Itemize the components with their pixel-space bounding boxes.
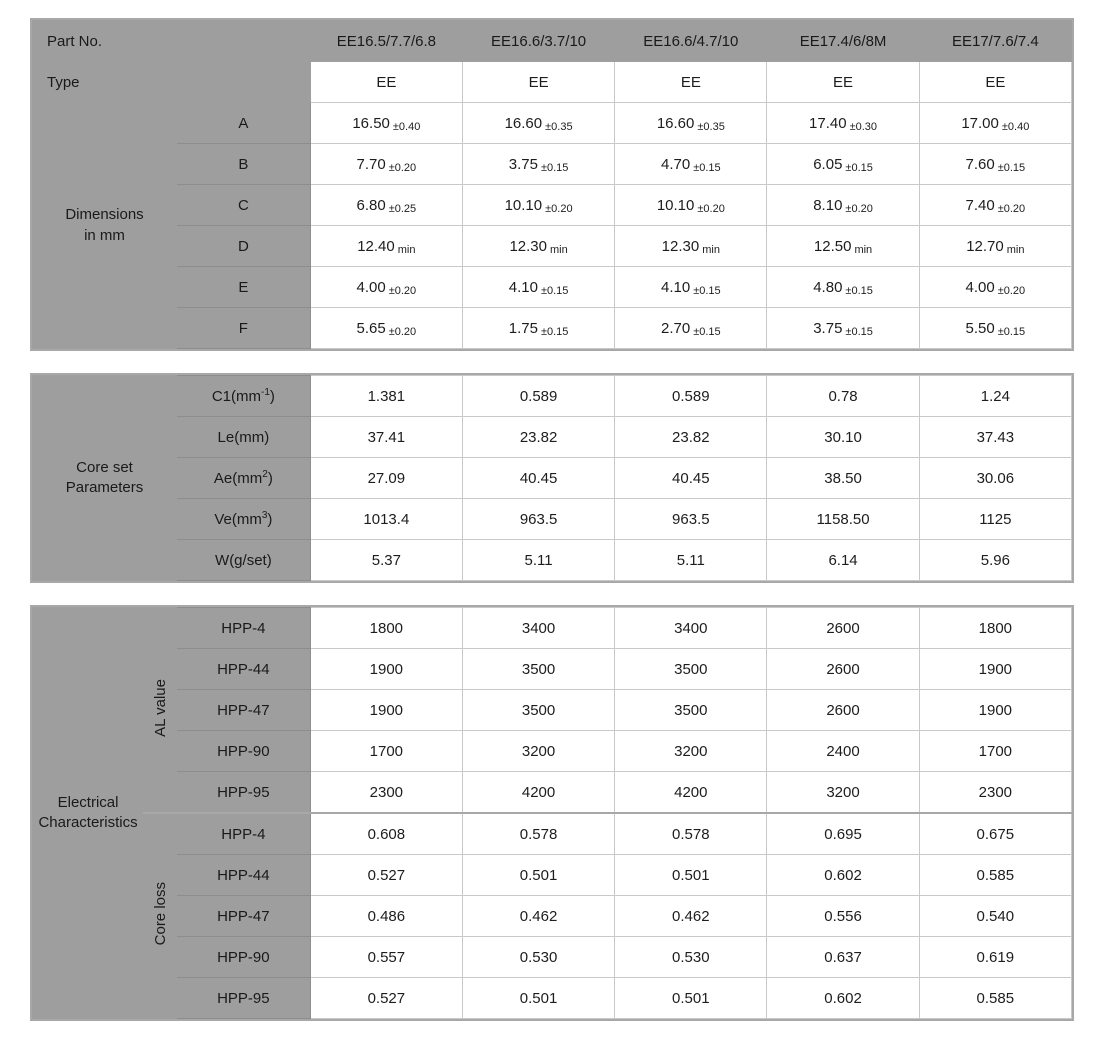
coreloss-hpp-95-4: 0.585 [919,978,1071,1019]
column-header-part-1: EE16.6/3.7/10 [462,21,614,62]
al-row-label-hpp-47: HPP-47 [177,690,311,731]
coreloss-hpp-44-2: 0.501 [615,855,767,896]
dimension-d-3: 12.50 min [767,226,919,267]
core-set-w-3: 6.14 [767,540,919,581]
type-value-3: EE [767,62,919,103]
table-row-part-no [33,21,1072,62]
dimensions-block [30,18,1074,351]
part-no-header: Part No. [33,21,311,62]
core-set-parameters-table [32,375,1072,581]
coreloss-row-label-hpp-90: HPP-90 [177,937,311,978]
coreloss-hpp-95-0: 0.527 [310,978,462,1019]
dimension-d-4: 12.70 min [919,226,1071,267]
core-set-ae-2: 40.45 [615,458,767,499]
coreloss-hpp-4-4: 0.675 [919,813,1071,855]
type-label: Type [33,62,311,103]
dimension-c-4: 7.40 ±0.20 [919,185,1071,226]
core-set-w-1: 5.11 [462,540,614,581]
dimension-f-4: 5.50 ±0.15 [919,308,1071,349]
core-set-c1-4: 1.24 [919,376,1071,417]
al-hpp-47-4: 1900 [919,690,1071,731]
core-set-ve-0: 1013.4 [310,499,462,540]
dimension-e-4: 4.00 ±0.20 [919,267,1071,308]
table-row [33,608,1072,649]
coreloss-hpp-47-1: 0.462 [462,896,614,937]
column-header-part-4: EE17/7.6/7.4 [919,21,1071,62]
coreloss-row-label-hpp-4: HPP-4 [177,813,311,855]
coreloss-hpp-47-4: 0.540 [919,896,1071,937]
dimension-a-2: 16.60 ±0.35 [615,103,767,144]
table-row [33,772,1072,814]
coreloss-hpp-4-0: 0.608 [310,813,462,855]
core-set-ve-3: 1158.50 [767,499,919,540]
table-row [33,731,1072,772]
core-set-le-4: 37.43 [919,417,1071,458]
coreloss-row-label-hpp-47: HPP-47 [177,896,311,937]
al-hpp-4-0: 1800 [310,608,462,649]
table-row [33,144,1072,185]
coreloss-hpp-90-2: 0.530 [615,937,767,978]
table-row [33,540,1072,581]
core-set-le-3: 30.10 [767,417,919,458]
al-hpp-95-3: 3200 [767,772,919,814]
al-hpp-90-3: 2400 [767,731,919,772]
core-set-c1-2: 0.589 [615,376,767,417]
table-row [33,308,1072,349]
core-set-group-label [33,376,177,581]
core-set-parameters-block [30,373,1074,583]
core-set-row-label-le: Le(mm) [177,417,311,458]
table-row-type [33,62,1072,103]
al-hpp-44-4: 1900 [919,649,1071,690]
al-hpp-44-2: 3500 [615,649,767,690]
core-set-group-label-line2: Parameters [65,479,144,496]
dimension-f-2: 2.70 ±0.15 [615,308,767,349]
core-set-row-label-ve: $Ve(mm^3)$ [177,499,311,540]
dimension-b-1: 3.75 ±0.15 [462,144,614,185]
type-value-4: EE [919,62,1071,103]
coreloss-hpp-95-3: 0.602 [767,978,919,1019]
coreloss-hpp-4-2: 0.578 [615,813,767,855]
core-set-row-label-c1: $C1(mm^{-1})$ [177,376,311,417]
dimension-d-0: 12.40 min [310,226,462,267]
type-value-0: EE [310,62,462,103]
electrical-group-label [33,608,144,1019]
table-row [33,417,1072,458]
al-row-label-hpp-90: HPP-90 [177,731,311,772]
core-set-w-0: 5.37 [310,540,462,581]
core-set-ve-2: 963.5 [615,499,767,540]
table-row [33,649,1072,690]
coreloss-hpp-90-1: 0.530 [462,937,614,978]
dimension-e-3: 4.80 ±0.15 [767,267,919,308]
core-set-ve-1: 963.5 [462,499,614,540]
dimensions-group-label-line1: Dimensions [65,206,144,224]
core-set-w-4: 5.96 [919,540,1071,581]
al-value-section-label: AL value [144,608,177,814]
al-row-label-hpp-95: HPP-95 [177,772,311,814]
core-set-le-1: 23.82 [462,417,614,458]
dimension-e-0: 4.00 ±0.20 [310,267,462,308]
coreloss-hpp-95-2: 0.501 [615,978,767,1019]
table-row [33,267,1072,308]
coreloss-hpp-44-4: 0.585 [919,855,1071,896]
coreloss-hpp-44-1: 0.501 [462,855,614,896]
core-set-row-label-ae: $Ae(mm^2)$ [177,458,311,499]
core-set-c1-0: 1.381 [310,376,462,417]
core-set-group-label-line1: Core set [76,458,133,476]
al-hpp-44-0: 1900 [310,649,462,690]
dimension-c-0: 6.80 ±0.25 [310,185,462,226]
coreloss-hpp-90-3: 0.637 [767,937,919,978]
al-row-label-hpp-4: HPP-4 [177,608,311,649]
electrical-group-label-line1: Electrical [57,793,119,811]
table-row [33,226,1072,267]
al-hpp-44-3: 2600 [767,649,919,690]
al-hpp-90-1: 3200 [462,731,614,772]
dimension-b-0: 7.70 ±0.20 [310,144,462,185]
dimension-c-3: 8.10 ±0.20 [767,185,919,226]
electrical-characteristics-block [30,605,1074,1021]
dimension-c-1: 10.10 ±0.20 [462,185,614,226]
dimension-row-label-b: B [177,144,311,185]
al-hpp-4-3: 2600 [767,608,919,649]
al-hpp-44-1: 3500 [462,649,614,690]
table-row [33,690,1072,731]
dimension-row-label-c: C [177,185,311,226]
table-row [33,499,1072,540]
electrical-group-label-line2: Characteristics [38,814,138,831]
coreloss-row-label-hpp-44: HPP-44 [177,855,311,896]
core-set-ae-0: 27.09 [310,458,462,499]
dimension-a-0: 16.50 ±0.40 [310,103,462,144]
al-hpp-90-2: 3200 [615,731,767,772]
core-set-le-2: 23.82 [615,417,767,458]
core-set-ae-4: 30.06 [919,458,1071,499]
al-hpp-90-4: 1700 [919,731,1071,772]
al-row-label-hpp-44: HPP-44 [177,649,311,690]
core-set-ve-4: 1125 [919,499,1071,540]
dimension-c-2: 10.10 ±0.20 [615,185,767,226]
dimensions-group-label-line2: in mm [84,226,125,244]
core-loss-section-label: Core loss [144,813,177,1019]
coreloss-hpp-47-2: 0.462 [615,896,767,937]
table-row [33,896,1072,937]
table-row [33,937,1072,978]
al-hpp-47-1: 3500 [462,690,614,731]
table-row [33,103,1072,144]
al-hpp-95-1: 4200 [462,772,614,814]
table-row [33,376,1072,417]
dimension-f-3: 3.75 ±0.15 [767,308,919,349]
dimension-e-1: 4.10 ±0.15 [462,267,614,308]
table-row [33,813,1072,855]
dimension-row-label-f: F [177,308,311,349]
core-set-c1-3: 0.78 [767,376,919,417]
dimensions-table [32,20,1072,349]
dimension-a-4: 17.00 ±0.40 [919,103,1071,144]
dimension-a-3: 17.40 ±0.30 [767,103,919,144]
core-set-row-label-w: W(g/set) [177,540,311,581]
al-hpp-47-3: 2600 [767,690,919,731]
core-set-c1-1: 0.589 [462,376,614,417]
coreloss-hpp-90-0: 0.557 [310,937,462,978]
dimension-f-0: 5.65 ±0.20 [310,308,462,349]
al-hpp-95-2: 4200 [615,772,767,814]
coreloss-hpp-90-4: 0.619 [919,937,1071,978]
dimension-f-1: 1.75 ±0.15 [462,308,614,349]
dimension-row-label-a: A [177,103,311,144]
coreloss-hpp-95-1: 0.501 [462,978,614,1019]
table-row [33,978,1072,1019]
al-hpp-4-1: 3400 [462,608,614,649]
al-hpp-4-2: 3400 [615,608,767,649]
al-hpp-90-0: 1700 [310,731,462,772]
al-hpp-95-4: 2300 [919,772,1071,814]
dimensions-group-label [33,103,177,349]
table-row [33,185,1072,226]
al-hpp-47-0: 1900 [310,690,462,731]
dimension-d-2: 12.30 min [615,226,767,267]
al-hpp-95-0: 2300 [310,772,462,814]
column-header-part-3: EE17.4/6/8M [767,21,919,62]
coreloss-hpp-4-1: 0.578 [462,813,614,855]
dimension-b-3: 6.05 ±0.15 [767,144,919,185]
dimension-b-2: 4.70 ±0.15 [615,144,767,185]
core-set-ae-1: 40.45 [462,458,614,499]
column-header-part-0: EE16.5/7.7/6.8 [310,21,462,62]
dimension-row-label-e: E [177,267,311,308]
coreloss-hpp-4-3: 0.695 [767,813,919,855]
type-value-1: EE [462,62,614,103]
core-set-ae-3: 38.50 [767,458,919,499]
coreloss-hpp-44-3: 0.602 [767,855,919,896]
type-value-2: EE [615,62,767,103]
table-row [33,855,1072,896]
al-hpp-47-2: 3500 [615,690,767,731]
column-header-part-2: EE16.6/4.7/10 [615,21,767,62]
coreloss-row-label-hpp-95: HPP-95 [177,978,311,1019]
electrical-characteristics-table [32,607,1072,1019]
dimension-b-4: 7.60 ±0.15 [919,144,1071,185]
al-hpp-4-4: 1800 [919,608,1071,649]
table-row [33,458,1072,499]
coreloss-hpp-44-0: 0.527 [310,855,462,896]
dimension-d-1: 12.30 min [462,226,614,267]
dimension-e-2: 4.10 ±0.15 [615,267,767,308]
coreloss-hpp-47-0: 0.486 [310,896,462,937]
core-set-w-2: 5.11 [615,540,767,581]
dimension-row-label-d: D [177,226,311,267]
dimension-a-1: 16.60 ±0.35 [462,103,614,144]
coreloss-hpp-47-3: 0.556 [767,896,919,937]
core-set-le-0: 37.41 [310,417,462,458]
